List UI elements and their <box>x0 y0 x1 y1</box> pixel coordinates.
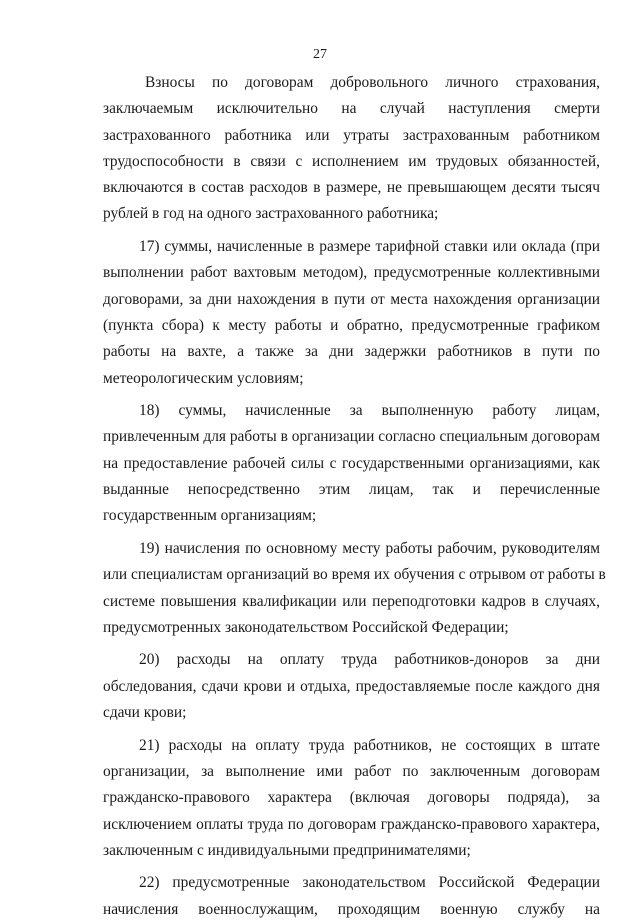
text-line: заключаемым исключительно на случай наступления смерти <box>103 100 600 118</box>
text-line: застрахованного работника или утраты застрахованным работником <box>103 126 600 144</box>
document-body <box>103 70 606 923</box>
text-line: метеорологическим условиям; <box>103 369 304 387</box>
text-line: государственным организациям; <box>103 507 317 525</box>
text-line: 21) расходы на оплату труда работников, не состоящих в штате <box>139 736 600 754</box>
text-line: гражданско-правового характера (включая договоры подряда), за <box>103 789 600 807</box>
text-line: исключением оплаты труда по договорам гражданско-правового характера, <box>103 815 600 833</box>
text-line: 22) предусмотренные законодательством Российской Федерации <box>139 874 600 892</box>
text-line: договорами, за дни нахождения в пути от места нахождения организации <box>103 290 600 308</box>
text-line: Взносы по договорам добровольного личного страхования, <box>145 74 600 91</box>
text-line: или специалистам организаций во время их обучения с отрывом от работы в <box>103 566 606 584</box>
text-line: работы на вахте, а также за дни задержки работников в пути по <box>103 343 600 361</box>
text-line: (пункта сбора) к месту работы и обратно, предусмотренные графиком <box>103 316 600 334</box>
text-line: сдачи крови; <box>103 704 187 722</box>
text-line: 20) расходы на оплату труда работников-доноров за дни <box>139 651 600 669</box>
text-line: рублей в год на одного застрахованного работника; <box>103 205 439 223</box>
paragraph <box>103 70 600 228</box>
text-line: обследования, сдачи крови и отдыха, предоставляемые после каждого дня <box>103 677 600 695</box>
text-line: 19) начисления по основному месту работы рабочим, руководителям <box>139 539 600 557</box>
paragraph-item-19 <box>103 536 606 641</box>
text-line: на предоставление рабочей силы с государственными организациями, как <box>103 454 600 472</box>
paragraph-item-17 <box>103 234 600 392</box>
text-line: начисления военнослужащим, проходящим военную службу на <box>103 900 600 918</box>
text-line: 17) суммы, начисленные в размере тарифной ставки или оклада (при <box>139 238 600 256</box>
text-line: выданные непосредственно этим лицам, так и перечисленные <box>103 481 600 499</box>
text-line: 18) суммы, начисленные за выполненную работу лицам, <box>139 402 600 420</box>
text-line: предусмотренных законодательством Российской Федерации; <box>103 618 509 636</box>
text-line: заключенным с индивидуальными предпринимателями; <box>103 841 471 859</box>
text-line: организации, за выполнение ими работ по заключенным договорам <box>103 762 600 780</box>
page-number: 27 <box>313 47 327 62</box>
text-line: системе повышения квалификации или переподготовки кадров в случаях, <box>103 592 600 610</box>
paragraph-item-21 <box>103 733 600 864</box>
paragraph-item-18 <box>103 398 600 529</box>
paragraph-item-22 <box>103 870 600 923</box>
text-line: включаются в состав расходов в размере, не превышающем десяти тысяч <box>103 179 600 197</box>
paragraph-item-20 <box>103 647 600 726</box>
text-line: привлеченным для работы в организации согласно специальным договорам <box>103 428 600 446</box>
text-line: выполнении работ вахтовым методом), предусмотренные коллективными <box>103 264 600 282</box>
text-line: трудоспособности в связи с исполнением им трудовых обязанностей, <box>103 152 600 170</box>
